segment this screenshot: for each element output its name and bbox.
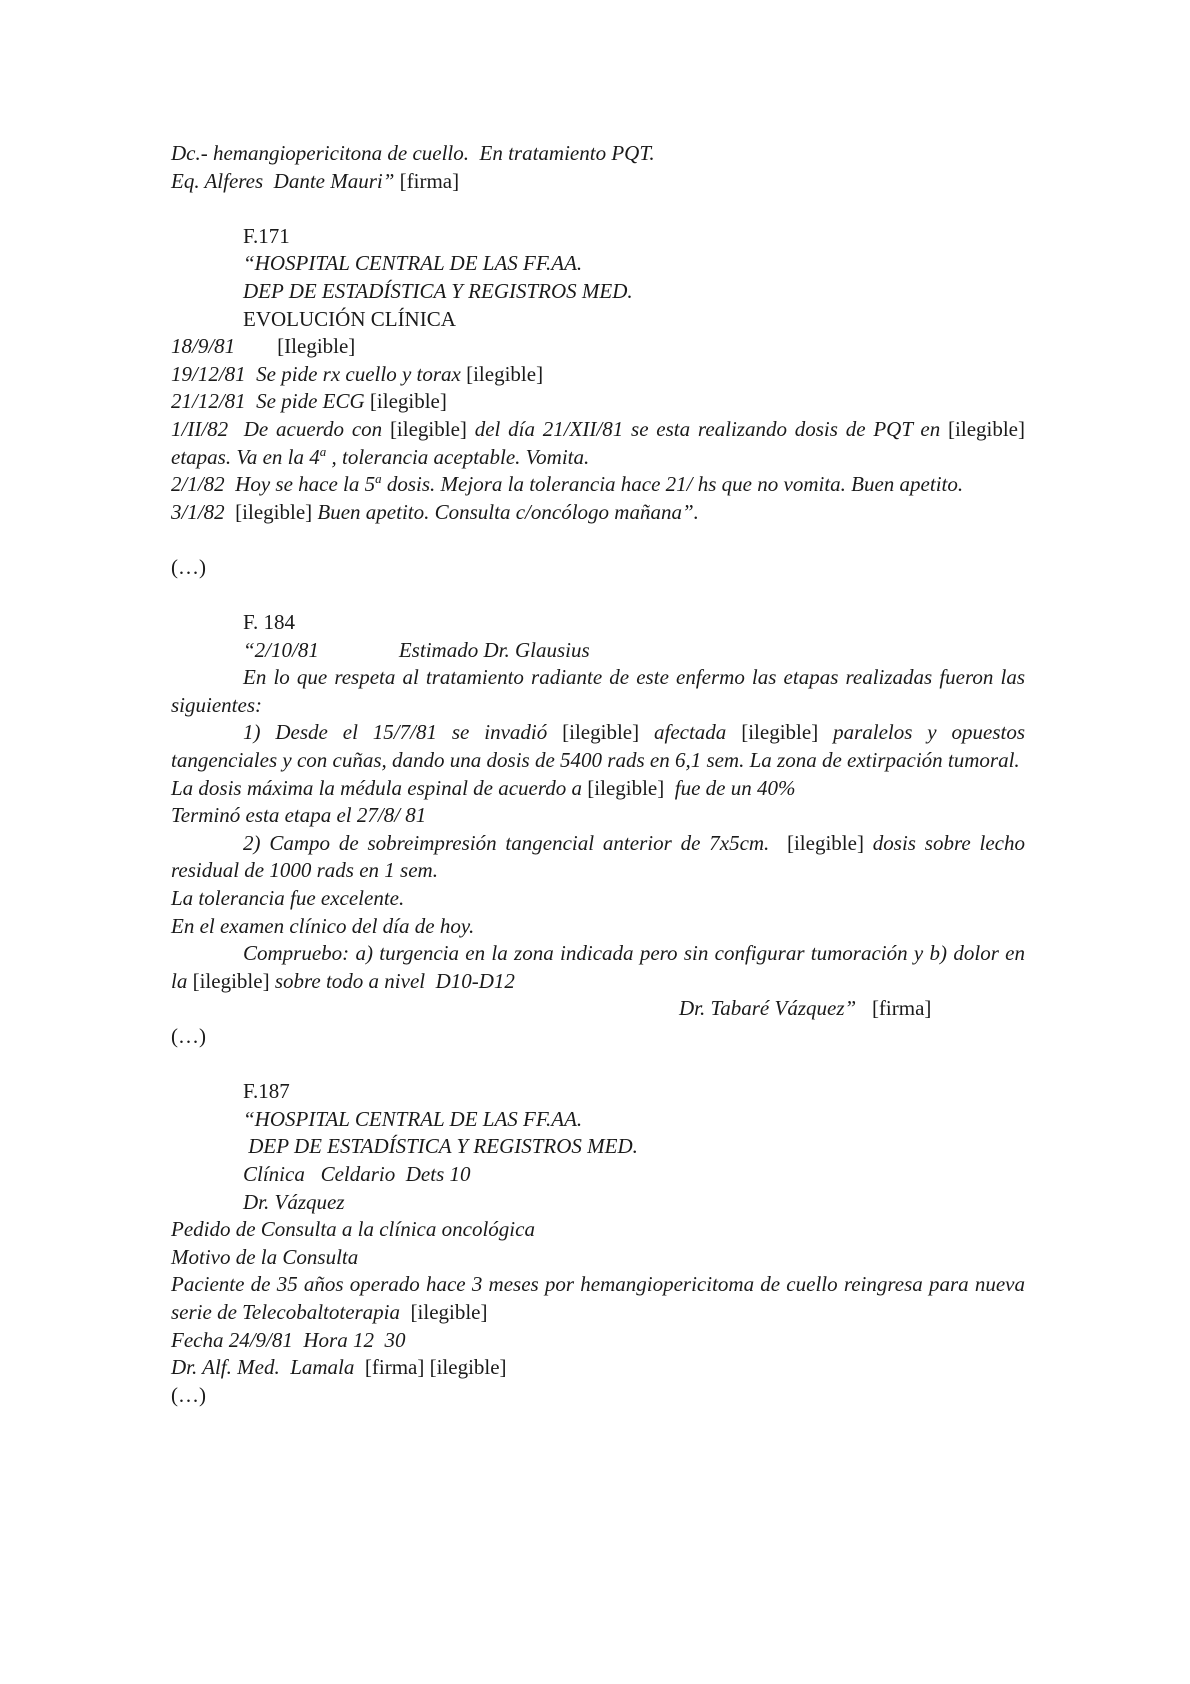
department-header: DEP DE ESTADÍSTICA Y REGISTROS MED. bbox=[243, 278, 633, 303]
paragraph-text: La dosis máxima la médula espinal de acuerdo a bbox=[171, 775, 588, 800]
letter-signature bbox=[171, 995, 1025, 1023]
letter-line-tolerance: La tolerancia fue excelente. bbox=[171, 886, 405, 911]
illegible-note: [ilegible] bbox=[460, 361, 544, 386]
entry-text: 2/1/82 Hoy se hace la 5 bbox=[171, 472, 376, 497]
paragraph-text: Paciente de 35 años operado hace 3 meses por hemangiopericitoma de cuello reingresa para nueva serie de Telecobaltoterapia bbox=[171, 1272, 1031, 1324]
entry-text: del día 21/XII/81 se esta realizando dosis de PQT en bbox=[466, 416, 949, 441]
paragraph-text: fue de un 40% bbox=[664, 775, 796, 800]
document-page bbox=[171, 140, 1031, 1409]
illegible-note: [ilegible] bbox=[786, 830, 864, 855]
clinic-line: Clínica Celdario Dets 10 bbox=[243, 1161, 471, 1186]
doctor-line: Dr. Vázquez bbox=[243, 1189, 345, 1214]
letter-line-end-stage: Terminó esta etapa el 27/8/ 81 bbox=[171, 803, 427, 828]
illegible-note: [ilegible] bbox=[948, 416, 1025, 441]
signature-line bbox=[171, 1354, 1025, 1382]
letter-paragraph-1: En lo que respeta al tratamiento radiante de este enfermo las etapas realizadas fueron las siguientes: bbox=[171, 665, 1031, 717]
paragraph-text: Compruebo: a) turgencia en la zona indicada pero sin configurar tumoración y b) dolor en la bbox=[171, 941, 1031, 993]
entry-3-1-82 bbox=[171, 499, 1025, 527]
signature-line-top bbox=[171, 168, 1025, 196]
folio-171: F.171 bbox=[243, 223, 290, 248]
letter-paragraph-2 bbox=[171, 719, 1031, 774]
ellipsis: (…) bbox=[171, 1382, 206, 1407]
entry-text: 1/II/82 De acuerdo con bbox=[171, 416, 390, 441]
entry-date: 18/9/81 bbox=[171, 334, 236, 359]
signature-note: [firma] [ilegible] bbox=[354, 1355, 507, 1380]
illegible-note: [Ilegible] bbox=[277, 334, 356, 359]
letter-line-dose bbox=[171, 775, 1025, 803]
letter-heading bbox=[171, 637, 1025, 665]
spacer bbox=[171, 582, 1025, 610]
signature-note: [firma] bbox=[856, 996, 932, 1021]
reason-paragraph bbox=[171, 1271, 1031, 1326]
entry-text: etapas. Va en la 4 bbox=[171, 416, 1031, 469]
entry-19-12-81 bbox=[171, 361, 1025, 389]
entry-text: 21/12/81 Se pide ECG bbox=[171, 389, 365, 414]
ellipsis: (…) bbox=[171, 554, 206, 579]
letter-greeting: Estimado Dr. Glausius bbox=[398, 637, 590, 662]
letter-paragraph-3 bbox=[171, 830, 1031, 885]
spacer bbox=[171, 195, 1025, 223]
paragraph-text: paralelos y opuestos tangenciales y con cuñas, dando una dosis de 5400 rads en 6,1 sem. La zona de extirpación tumoral. bbox=[171, 720, 1031, 773]
illegible-note: [ilegible] bbox=[400, 1299, 488, 1324]
signature-note: [firma] bbox=[394, 168, 460, 193]
letter-date: “2/10/81 bbox=[243, 637, 319, 662]
spacer bbox=[171, 1051, 1025, 1079]
paragraph-text: 1) Desde el 15/7/81 se invadió bbox=[243, 720, 563, 745]
superscript: a bbox=[375, 471, 382, 487]
paragraph-text: sobre todo a nivel D10-D12 bbox=[269, 968, 515, 993]
illegible-note: [ilegible] bbox=[389, 416, 467, 441]
illegible-note: [ilegible] bbox=[224, 499, 313, 524]
letter-line-exam: En el examen clínico del día de hoy. bbox=[171, 913, 475, 938]
spacer bbox=[171, 526, 1025, 554]
section-title: EVOLUCIÓN CLÍNICA bbox=[243, 306, 456, 331]
entry-text: 19/12/81 Se pide rx cuello y torax bbox=[171, 361, 461, 386]
illegible-note: [ilegible] bbox=[364, 389, 447, 414]
entry-date: 3/1/82 bbox=[171, 499, 225, 524]
diagnosis-line: Dc.- hemangiopericitona de cuello. En tratamiento PQT. bbox=[171, 141, 655, 165]
paragraph-text: afectada bbox=[639, 720, 742, 745]
request-line: Pedido de Consulta a la clínica oncológica bbox=[171, 1217, 535, 1242]
paragraph-text: 2) Campo de sobreimpresión tangencial anterior de 7x5cm. bbox=[243, 830, 787, 855]
hospital-header: “HOSPITAL CENTRAL DE LAS FF.AA. bbox=[243, 1106, 583, 1131]
entry-21-12-81 bbox=[171, 388, 1025, 416]
department-header: DEP DE ESTADÍSTICA Y REGISTROS MED. bbox=[243, 1134, 638, 1159]
illegible-note: [ilegible] bbox=[587, 775, 665, 800]
entry-18-9-81 bbox=[171, 333, 1025, 361]
illegible-note: [ilegible] bbox=[562, 720, 640, 745]
ellipsis: (…) bbox=[171, 1024, 206, 1048]
signer-name: Dr. Tabaré Vázquez” bbox=[679, 996, 857, 1021]
signer-name: Dr. Alf. Med. Lamala bbox=[171, 1355, 355, 1380]
paragraph-text: dosis sobre lecho residual de 1000 rads en 1 sem. bbox=[171, 830, 1031, 883]
hospital-header: “HOSPITAL CENTRAL DE LAS FF.AA. bbox=[243, 251, 583, 276]
illegible-note: [ilegible] bbox=[192, 968, 270, 993]
letter-paragraph-4 bbox=[171, 940, 1031, 995]
entry-text: dosis. Mejora la tolerancia hace 21/ hs que no vomita. Buen apetito. bbox=[381, 472, 964, 497]
reason-heading: Motivo de la Consulta bbox=[171, 1244, 359, 1269]
signer-name: Eq. Alferes Dante Mauri” bbox=[171, 168, 395, 193]
superscript: a bbox=[319, 443, 327, 459]
entry-2-1-82 bbox=[171, 471, 1025, 499]
entry-text: Buen apetito. Consulta c/oncólogo mañana”. bbox=[312, 499, 699, 524]
folio-187: F.187 bbox=[243, 1079, 290, 1104]
date-time-line: Fecha 24/9/81 Hora 12 30 bbox=[171, 1327, 406, 1352]
folio-184: F. 184 bbox=[243, 610, 295, 635]
entry-1-II-82 bbox=[171, 416, 1031, 471]
illegible-note: [ilegible] bbox=[741, 720, 819, 745]
entry-text: , tolerancia aceptable. Vomita. bbox=[326, 444, 590, 469]
